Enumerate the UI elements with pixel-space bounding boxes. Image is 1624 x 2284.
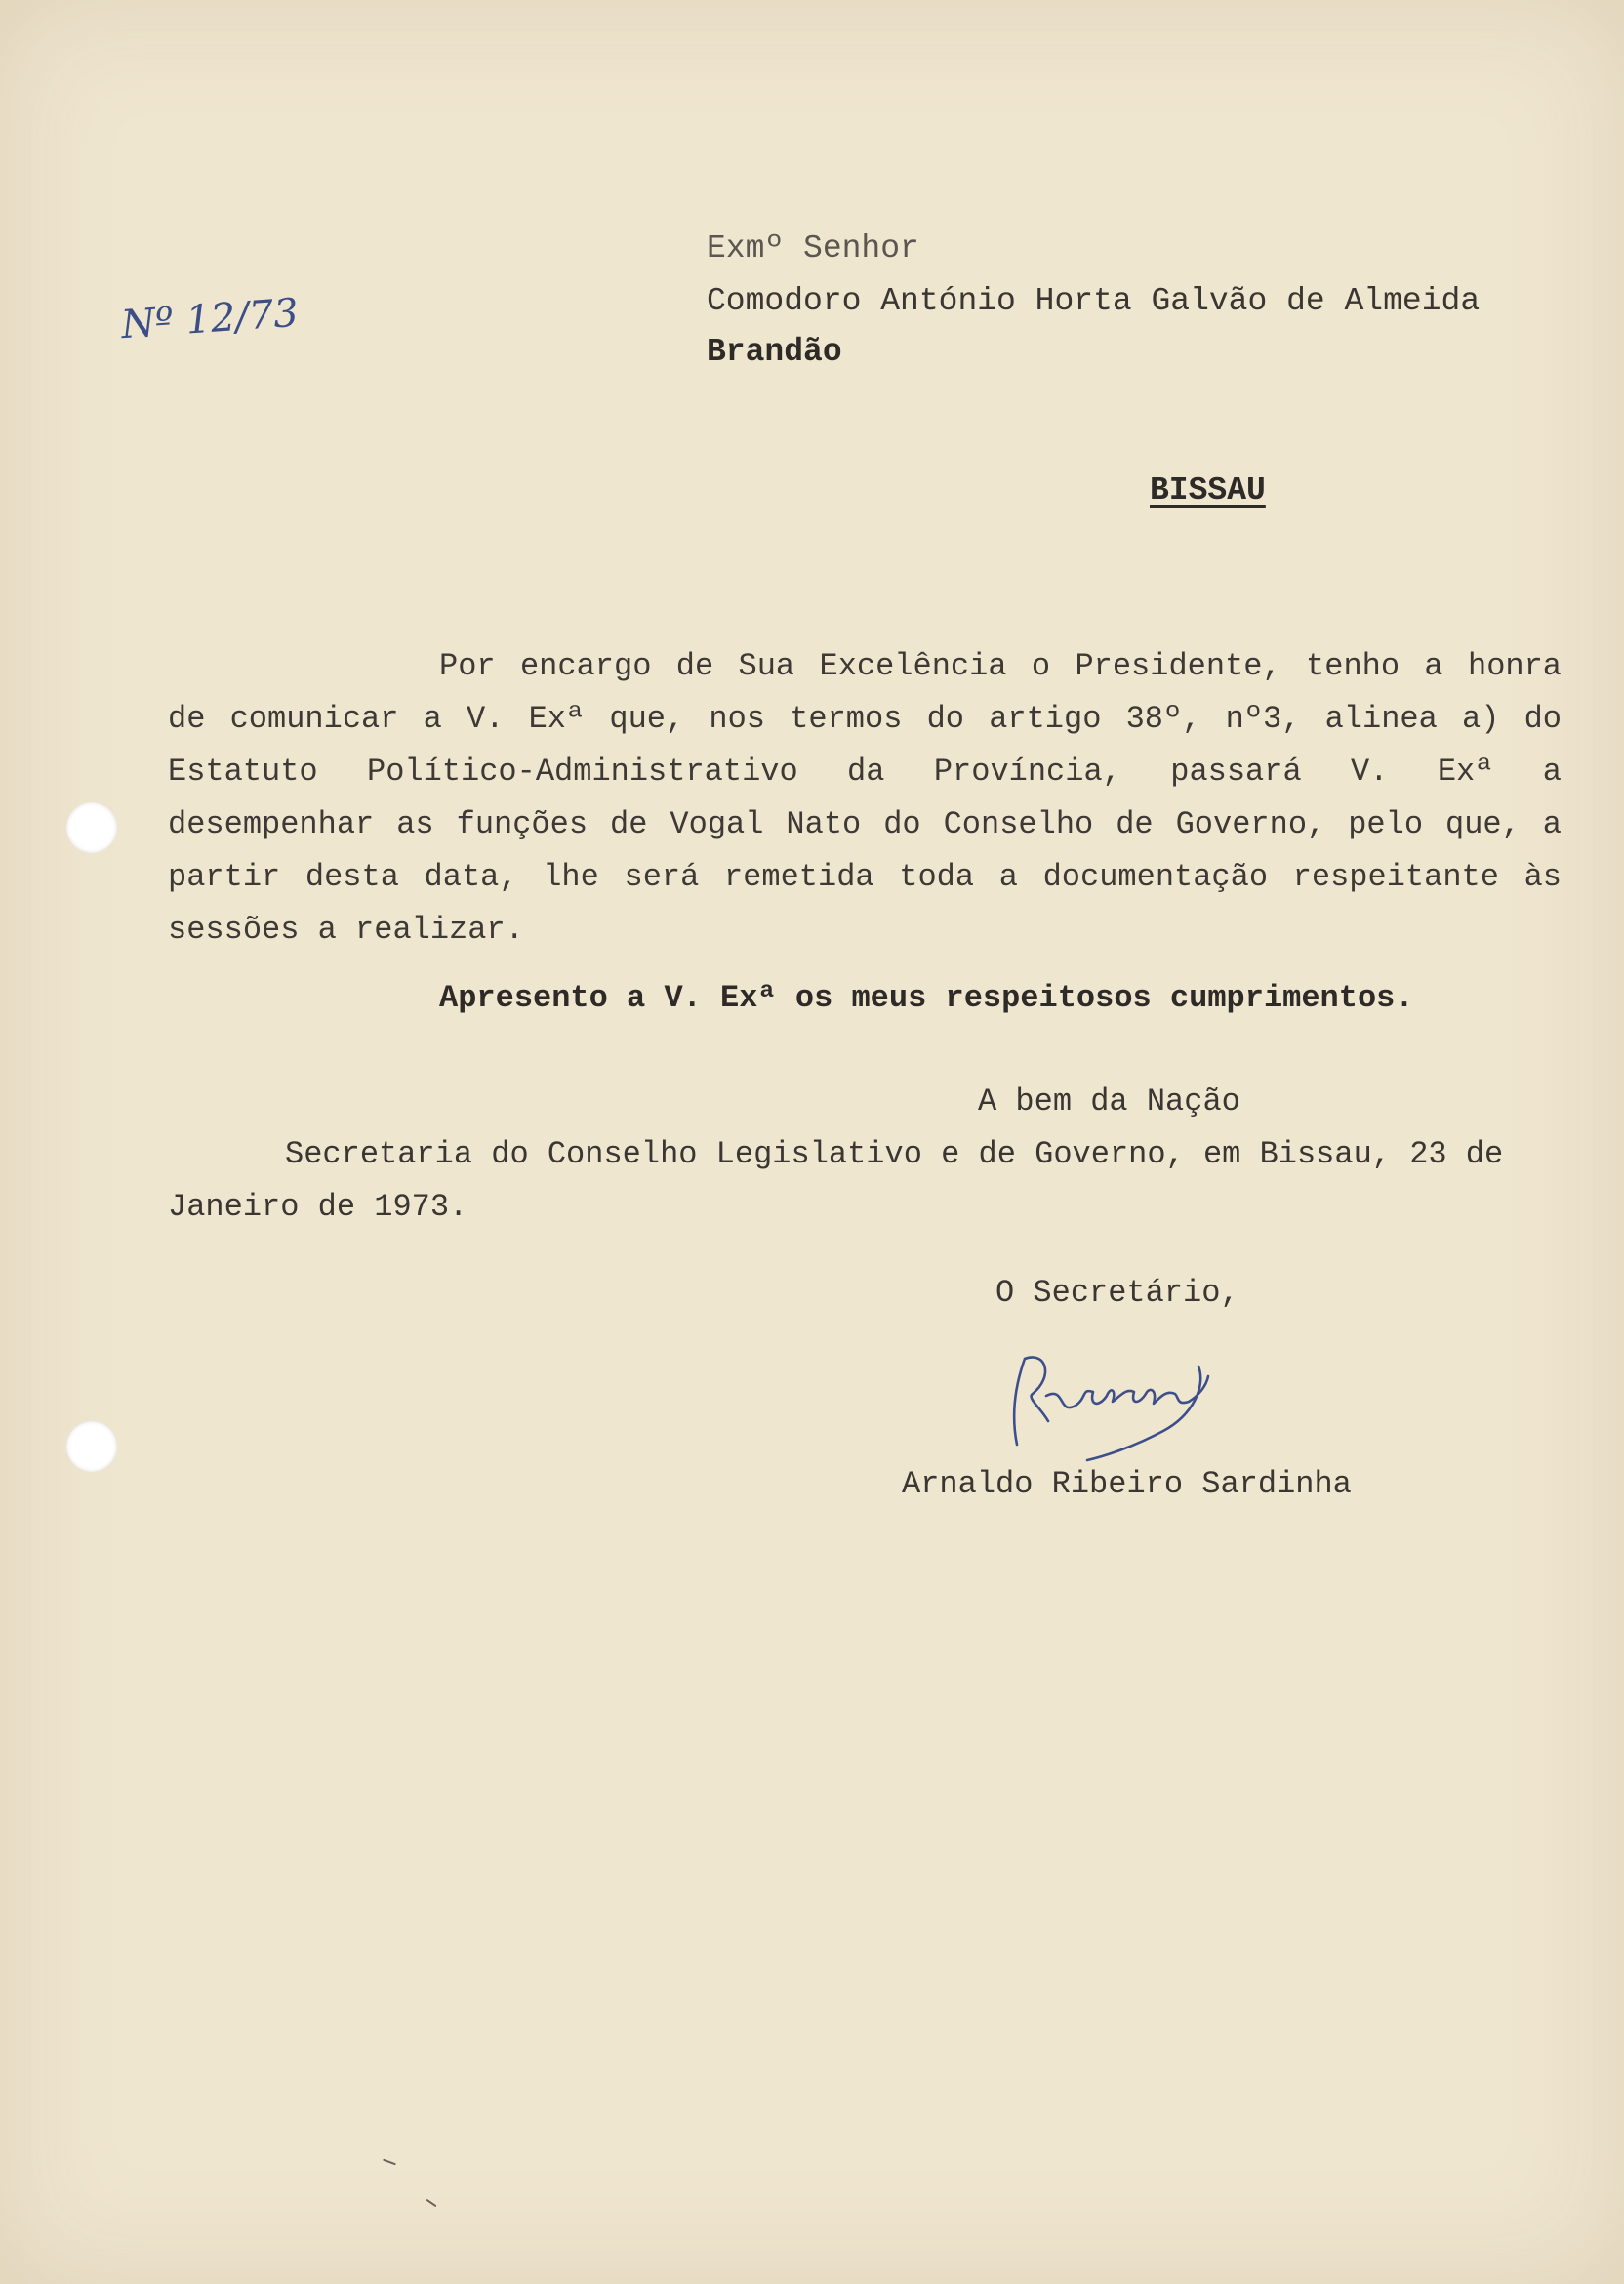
place-date-line2: Janeiro de 1973.: [168, 1189, 468, 1225]
signatory-name: Arnaldo Ribeiro Sardinha: [902, 1466, 1352, 1502]
paper-speck: [383, 2159, 396, 2166]
punch-hole-bottom: [66, 1421, 117, 1472]
handwritten-reference-number: Nº 12/73: [119, 290, 301, 348]
recipient-name-line1: Comodoro António Horta Galvão de Almeida: [707, 283, 1481, 319]
punch-hole-top: [66, 802, 117, 853]
paper-speck: [426, 2199, 437, 2208]
place-date-line1: Secretaria do Conselho Legislativo e de Governo, em Bissau, 23 de: [285, 1136, 1504, 1172]
recipient-name-line2: Brandão: [707, 334, 842, 370]
closing-motto: A bem da Nação: [978, 1083, 1240, 1120]
body-paragraph-1: Por encargo de Sua Excelência o Presidente, tenho a honra de comunicar a V. Exª que, nos termos do artigo 38º, nº3, alinea a) do Estatuto Político-Administrativo da Província, passará V. Exª a desempenhar as funções de Vogal Nato do Conselho de Governo, pelo que, a partir desta data, lhe será remetida toda a documentação respeitante às sessões a realizar.: [168, 648, 1562, 948]
body-paragraph-2: Apresento a V. Exª os meus respeitosos cumprimentos.: [439, 980, 1414, 1016]
salutation: Exmº Senhor: [707, 230, 919, 266]
recipient-city: BISSAU: [1150, 472, 1266, 509]
signatory-role: O Secretário,: [995, 1275, 1239, 1311]
handwritten-signature: [997, 1347, 1232, 1464]
